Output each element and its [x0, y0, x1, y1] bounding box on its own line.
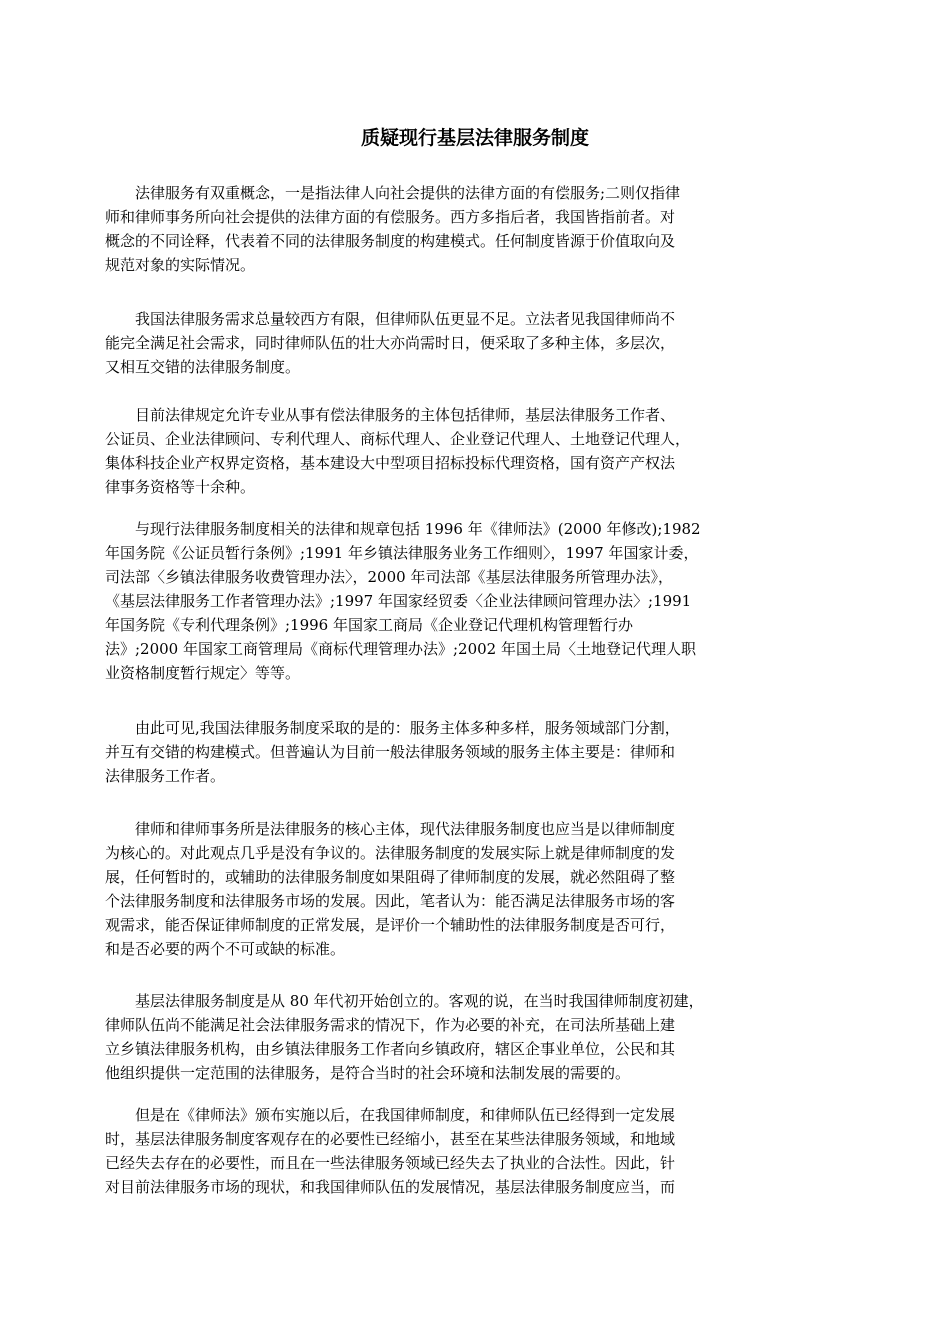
paragraph-line: 展，任何暂时的，或辅助的法律服务制度如果阻碍了律师制度的发展，就必然阻碍了整 [105, 868, 676, 886]
paragraph-line: 能完全满足社会需求，同时律师队伍的壮大亦尚需时日，便采取了多种主体，多层次， [105, 334, 676, 352]
body-paragraph [105, 403, 690, 499]
paragraph-line: 公证员、企业法律顾问、专利代理人、商标代理人、企业登记代理人、土地登记代理人， [105, 430, 691, 448]
body-paragraph [105, 517, 701, 685]
paragraph-line: 律师队伍尚不能满足社会法律服务需求的情况下，作为必要的补充，在司法所基础上建 [105, 1016, 676, 1034]
body-paragraph [105, 307, 675, 379]
paragraph-line: 年国务院《公证员暂行条例》;1991 年乡镇法律服务业务工作细则〉，1997 年国家计委， [105, 544, 699, 562]
paragraph-line: 由此可见,我国法律服务制度采取的是的：服务主体多种多样，服务领域部门分割， [105, 719, 680, 737]
paragraph-line: 观需求，能否保证律师制度的正常发展，是评价一个辅助性的法律服务制度是否可行， [105, 916, 676, 934]
paragraph-line: 时，基层法律服务制度客观存在的必要性已经缩小，甚至在某些法律服务领域，和地域 [105, 1130, 676, 1148]
paragraph-line: 和是否必要的两个不可或缺的标准。 [105, 940, 346, 958]
paragraph-line: 但是在《律师法》颁布实施以后，在我国律师制度，和律师队伍已经得到一定发展 [105, 1106, 676, 1124]
paragraph-line: 年国务院《专利代理条例》;1996 年国家工商局《企业登记代理机构管理暂行办 [105, 616, 633, 634]
paragraph-line: 我国法律服务需求总量较西方有限，但律师队伍更显不足。立法者见我国律师尚不 [105, 310, 676, 328]
paragraph-line: 为核心的。对此观点几乎是没有争议的。法律服务制度的发展实际上就是律师制度的发 [105, 844, 676, 862]
paragraph-line: 已经失去存在的必要性，而且在一些法律服务领域已经失去了执业的合法性。因此，针 [105, 1154, 676, 1172]
body-paragraph [105, 1103, 675, 1199]
body-paragraph [105, 817, 675, 961]
paragraph-line: 并互有交错的构建模式。但普遍认为目前一般法律服务领域的服务主体主要是：律师和 [105, 743, 676, 761]
paragraph-line: 师和律师事务所向社会提供的法律方面的有偿服务。西方多指后者，我国皆指前者。对 [105, 208, 676, 226]
paragraph-line: 规范对象的实际情况。 [105, 256, 256, 274]
paragraph-line: 律师和律师事务所是法律服务的核心主体，现代法律服务制度也应当是以律师制度 [105, 820, 676, 838]
body-paragraph [105, 716, 680, 788]
paragraph-line: 法》;2000 年国家工商管理局《商标代理管理办法》;2002 年国土局〈土地登记代理人职 [105, 640, 696, 658]
document-title: 质疑现行基层法律服务制度 [360, 127, 589, 149]
body-paragraph [105, 181, 680, 277]
paragraph-line: 立乡镇法律服务机构，由乡镇法律服务工作者向乡镇政府，辖区企事业单位，公民和其 [105, 1040, 676, 1058]
paragraph-line: 法律服务工作者。 [105, 767, 226, 785]
paragraph-line: 个法律服务制度和法律服务市场的发展。因此，笔者认为：能否满足法律服务市场的客 [105, 892, 676, 910]
paragraph-line: 与现行法律服务制度相关的法律和规章包括 1996 年《律师法》(2000 年修改);1982 [105, 520, 701, 538]
paragraph-line: 又相互交错的法律服务制度。 [105, 358, 301, 376]
paragraph-line: 法律服务有双重概念，一是指法律人向社会提供的法律方面的有偿服务;二则仅指律 [105, 184, 681, 202]
body-paragraph [105, 989, 704, 1085]
paragraph-line: 目前法律规定允许专业从事有偿法律服务的主体包括律师，基层法律服务工作者、 [105, 406, 676, 424]
paragraph-line: 对目前法律服务市场的现状，和我国律师队伍的发展情况，基层法律服务制度应当，而 [105, 1178, 676, 1196]
paragraph-line: 基层法律服务制度是从 80 年代初开始创立的。客观的说，在当时我国律师制度初建， [105, 992, 704, 1010]
paragraph-line: 他组织提供一定范围的法律服务，是符合当时的社会环境和法制发展的需要的。 [105, 1064, 631, 1082]
paragraph-line: 律事务资格等十余种。 [105, 478, 256, 496]
paragraph-line: 业资格制度暂行规定〉等等。 [105, 664, 301, 682]
paragraph-line: 集体科技企业产权界定资格，基本建设大中型项目招标投标代理资格，国有资产产权法 [105, 454, 676, 472]
paragraph-line: 概念的不同诠释，代表着不同的法律服务制度的构建模式。任何制度皆源于价值取向及 [105, 232, 676, 250]
paragraph-line: 司法部〈乡镇法律服务收费管理办法〉，2000 年司法部《基层法律服务所管理办法》， [105, 568, 673, 586]
paragraph-line: 《基层法律服务工作者管理办法》;1997 年国家经贸委〈企业法律顾问管理办法〉;1991 [105, 592, 692, 610]
